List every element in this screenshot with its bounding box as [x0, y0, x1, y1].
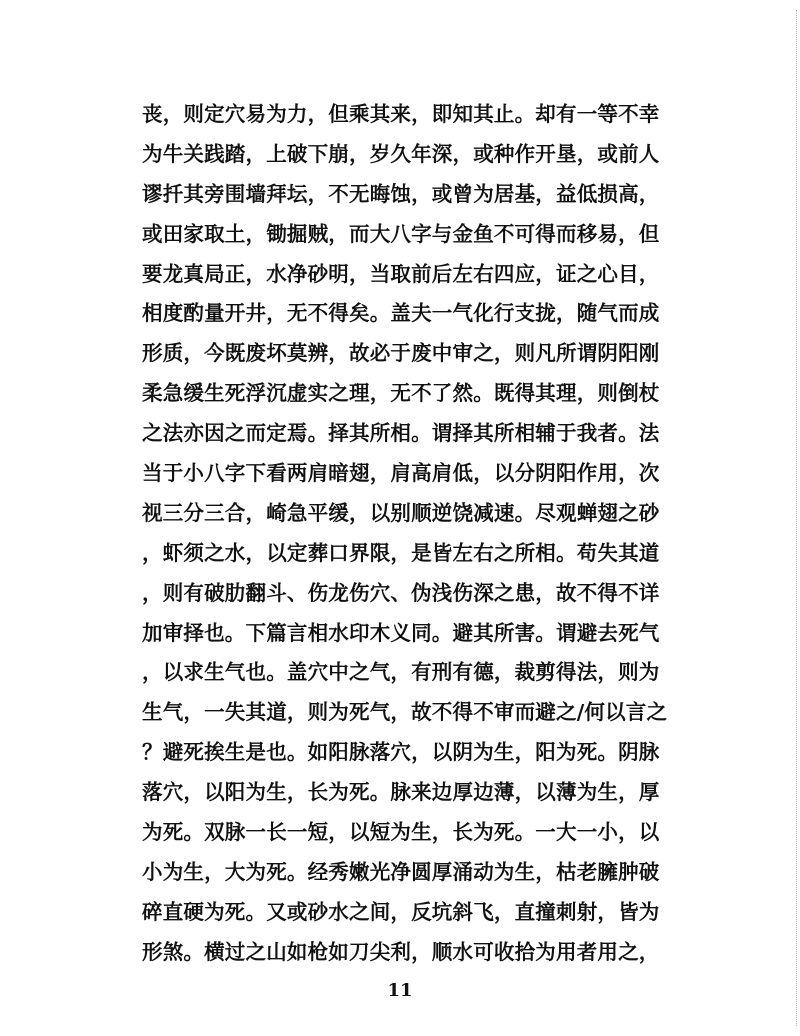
text-line: 落穴，以阳为生，长为死。脉来边厚边薄，以薄为生，厚 [142, 780, 660, 805]
text-line: 形质，今既废坏莫辨，故必于废中审之，则凡所谓阴阳刚 [142, 341, 660, 366]
text-line: ，以求生气也。盖穴中之气，有刑有德，裁剪得法，则为 [142, 660, 660, 685]
text-line: 形煞。横过之山如枪如刀尖利，顺水可收拾为用者用之， [142, 939, 660, 964]
text-line: 为牛关践踏，上破下崩，岁久年深，或种作开垦，或前人 [142, 141, 660, 166]
text-line: 为死。双脉一长一短，以短为生，长为死。一大一小，以 [142, 820, 660, 845]
text-line: 小为生，大为死。经秀嫩光净圆厚涌动为生，枯老臃肿破 [142, 859, 660, 884]
text-line: ，虾须之水，以定葬口界限，是皆左右之所相。苟失其道 [142, 540, 660, 565]
page-number: 11 [387, 980, 413, 1001]
text-line: 或田家取土，锄掘贼，而大八字与金鱼不可得而移易，但 [142, 221, 660, 246]
body-text [142, 95, 668, 973]
text-line: 当于小八字下看两肩暗翅，肩高肩低，以分阴阳作用，次 [142, 461, 660, 486]
text-line: 谬扦其旁围墙拜坛，不无晦蚀，或曾为居基，益低损高， [142, 181, 660, 206]
text-line: 要龙真局正，水净砂明，当取前后左右四应，证之心目， [142, 261, 660, 286]
text-line: 生气，一失其道，则为死气，故不得不审而避之/何以言之 [142, 700, 668, 725]
text-line: 碎直硬为死。又或砂水之间，反坑斜飞，直撞刺射，皆为 [142, 899, 660, 924]
text-line: 丧，则定穴易为力，但乘其来，即知其止。却有一等不幸 [142, 102, 660, 126]
text-line: ，则有破肋翻斗、伤龙伤穴、伪浅伤深之患，故不得不详 [142, 580, 660, 605]
scan-edge [795, 10, 797, 1026]
text-line: 加审择也。下篇言相水印木义同。避其所害。谓避去死气 [142, 620, 660, 645]
text-line: 之法亦因之而定焉。择其所相。谓择其所相辅于我者。法 [142, 421, 660, 446]
text-line: 柔急缓生死浮沉虚实之理，无不了然。既得其理，则倒杖 [142, 381, 660, 406]
text-line: ？避死挨生是也。如阳脉落穴，以阴为生，阳为死。阴脉 [142, 740, 660, 765]
text-line: 相度酌量开井，无不得矣。盖夫一气化行支拢，随气而成 [142, 301, 660, 326]
text-line: 视三分三合，崎急平缓，以别顺逆饶减速。尽观蝉翅之砂 [142, 500, 660, 525]
